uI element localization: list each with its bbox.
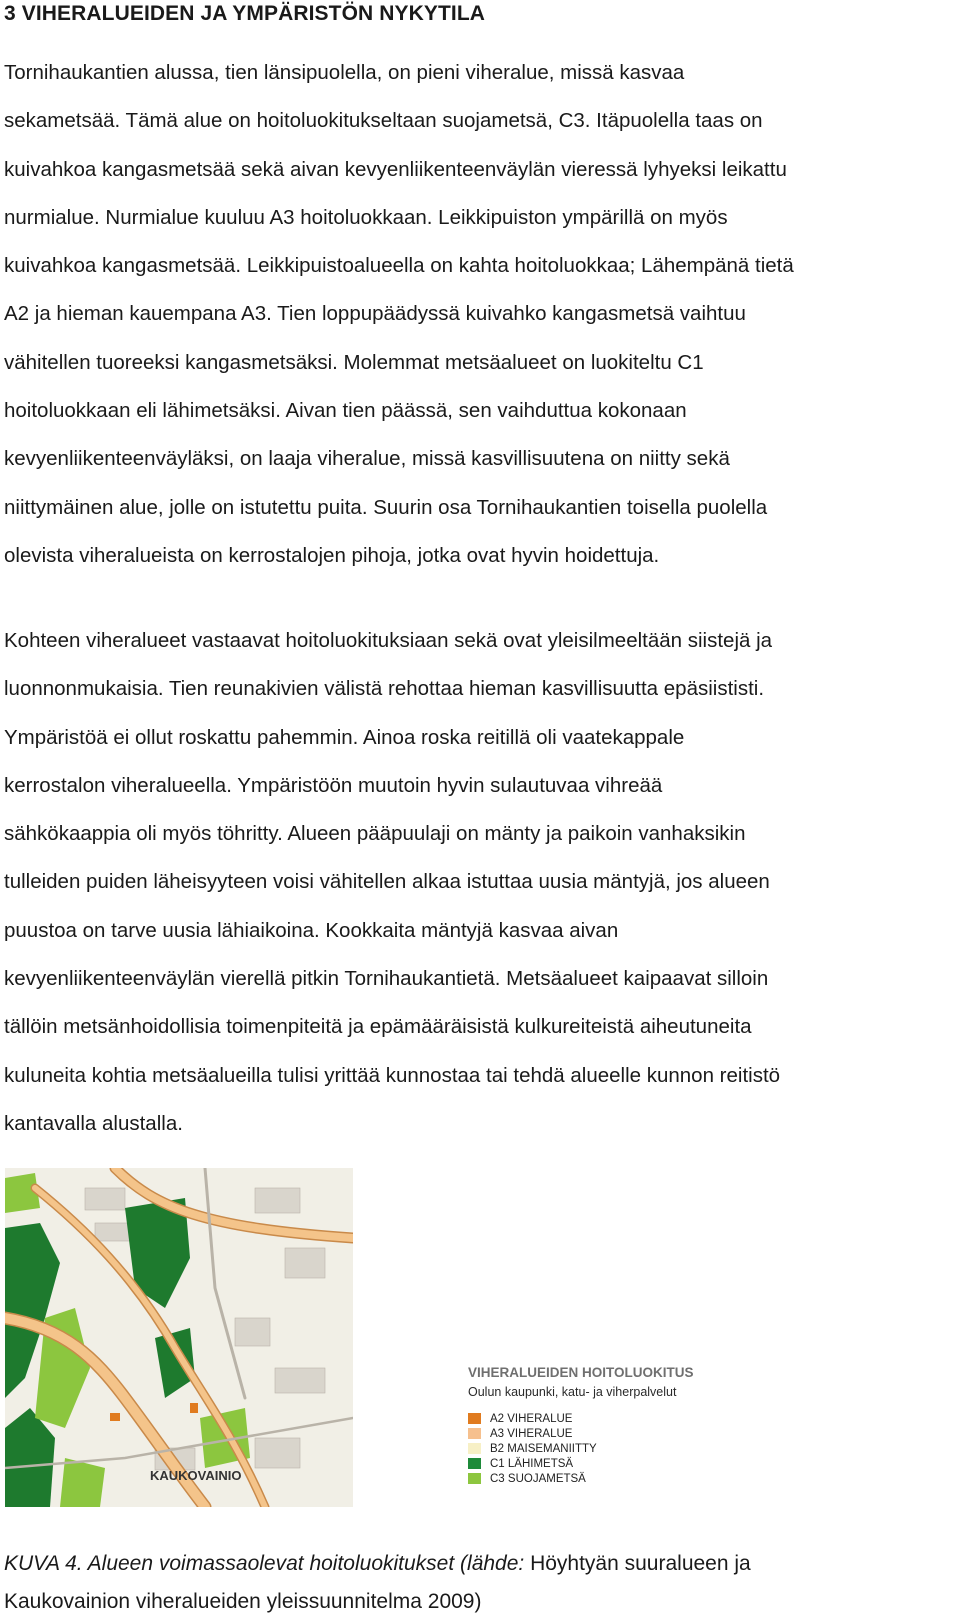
paragraph-line: kantavalla alustalla. <box>4 1111 183 1135</box>
paragraph-line: niittymäinen alue, jolle on istutettu puita. Suurin osa Tornihaukantien toisella puolella <box>4 495 768 519</box>
paragraph-line: Tornihaukantien alussa, tien länsipuolella, on pieni viheralue, missä kasvaa <box>4 61 685 84</box>
paragraph-line: Kohteen viheralueet vastaavat hoitoluokituksiaan sekä ovat yleisilmeeltään siistejä ja <box>4 629 773 652</box>
paragraph-line: kuluneita kohtia metsäalueilla tulisi yrittää kunnostaa tai tehdä alueelle kunnon reitistö <box>4 1063 781 1087</box>
caption-italic: KUVA 4. Alueen voimassaolevat hoitoluokitukset (lähde: <box>4 1552 531 1575</box>
paragraph-line: puustoa on tarve uusia lähiaikoina. Kookkaita mäntyjä kasvaa aivan <box>4 918 619 942</box>
paragraph-line: olevista viheralueista on kerrostalojen pihoja, jotka ovat hyvin hoidettuja. <box>4 543 660 567</box>
paragraph-line: tällöin metsänhoidollisia toimenpiteitä ja epämääräisistä kulkureiteistä aiheutuneita <box>4 1015 752 1039</box>
paragraph-line: luonnonmukaisia. Tien reunakivien välistä rehottaa hieman kasvillisuutta epäsiististi. <box>4 677 765 701</box>
paragraph-line: sekametsää. Tämä alue on hoitoluokitukseltaan suojametsä, C3. Itäpuolella taas on <box>4 109 763 133</box>
paragraph-line: kevyenliikenteenväyläksi, on laaja viheralue, missä kasvillisuutena on niitty sekä <box>4 447 730 471</box>
paragraph-line: tulleiden puiden läheisyyteen voisi vähitellen alkaa istuttaa uusia mäntyjä, jos alueen <box>4 870 770 894</box>
paragraph-line: vähitellen tuoreeksi kangasmetsäksi. Molemmat metsäalueet on luokiteltu C1 <box>4 350 704 374</box>
legend-subtitle: Oulun kaupunki, katu- ja viherpalvelut <box>468 1385 677 1399</box>
legend-label: A2 VIHERALUE <box>490 1412 573 1425</box>
paragraph-current-state <box>4 49 954 580</box>
legend-label: C3 SUOJAMETSÄ <box>490 1472 586 1485</box>
paragraph-line: Ympäristöä ei ollut roskattu pahemmin. Ainoa roska reitillä oli vaatekappale <box>4 725 685 749</box>
legend-item <box>468 1471 688 1486</box>
caption-source: Höyhtyän suuralueen ja <box>530 1552 751 1575</box>
map-legend <box>468 1365 694 1486</box>
paragraph-assessment <box>4 617 954 1148</box>
legend-swatch <box>468 1458 481 1469</box>
legend-item <box>468 1426 688 1441</box>
legend-item <box>468 1411 688 1426</box>
legend-label: B2 MAISEMANIITTY <box>490 1442 597 1455</box>
legend-label: C1 LÄHIMETSÄ <box>490 1457 574 1470</box>
section-heading: 3 VIHERALUEIDEN JA YMPÄRISTÖN NYKYTILA <box>4 2 486 25</box>
paragraph-line: A2 ja hieman kauempana A3. Tien loppupäädyssä kuivahko kangasmetsä vaihtuu <box>4 302 746 326</box>
legend-items <box>468 1411 688 1486</box>
paragraph-line: kevyenliikenteenväylän vierellä pitkin Tornihaukantietä. Metsäalueet kaipaavat silloin <box>4 967 769 991</box>
legend-label: A3 VIHERALUE <box>490 1427 573 1440</box>
figure-caption <box>4 1545 954 1621</box>
paragraph-line: hoitoluokkaan eli lähimetsäksi. Aivan tien päässä, sen vaihduttua kokonaan <box>4 399 687 423</box>
legend-swatch <box>468 1443 481 1454</box>
paragraph-line: nurmialue. Nurmialue kuuluu A3 hoitoluokkaan. Leikkipuiston ympärillä on myös <box>4 205 728 229</box>
legend-item <box>468 1456 688 1471</box>
map-graphic <box>5 1168 353 1507</box>
legend-title: VIHERALUEIDEN HOITOLUOKITUS <box>468 1365 694 1380</box>
map-place-label: KAUKOVAINIO <box>150 1468 242 1483</box>
paragraph-line: sähkökaappia oli myös töhritty. Alueen pääpuulaji on mänty ja paikoin vanhaksikin <box>4 822 746 846</box>
paragraph-line: kerrostalon viheralueella. Ympäristöön muutoin hyvin sulautuvaa vihreää <box>4 773 663 797</box>
caption-source-cont: Kaukovainion viheralueiden yleissuunnitelma 2009) <box>4 1590 482 1613</box>
legend-item <box>468 1441 688 1456</box>
legend-swatch <box>468 1473 481 1484</box>
legend-swatch <box>468 1413 481 1424</box>
paragraph-line: kuivahkoa kangasmetsää sekä aivan kevyenliikenteenväylän vieressä lyhyeksi leikattu <box>4 157 787 181</box>
maintenance-class-map <box>5 1168 353 1507</box>
legend-swatch <box>468 1428 481 1439</box>
paragraph-line: kuivahkoa kangasmetsää. Leikkipuistoalueella on kahta hoitoluokkaa; Lähempänä tietä <box>4 254 794 278</box>
